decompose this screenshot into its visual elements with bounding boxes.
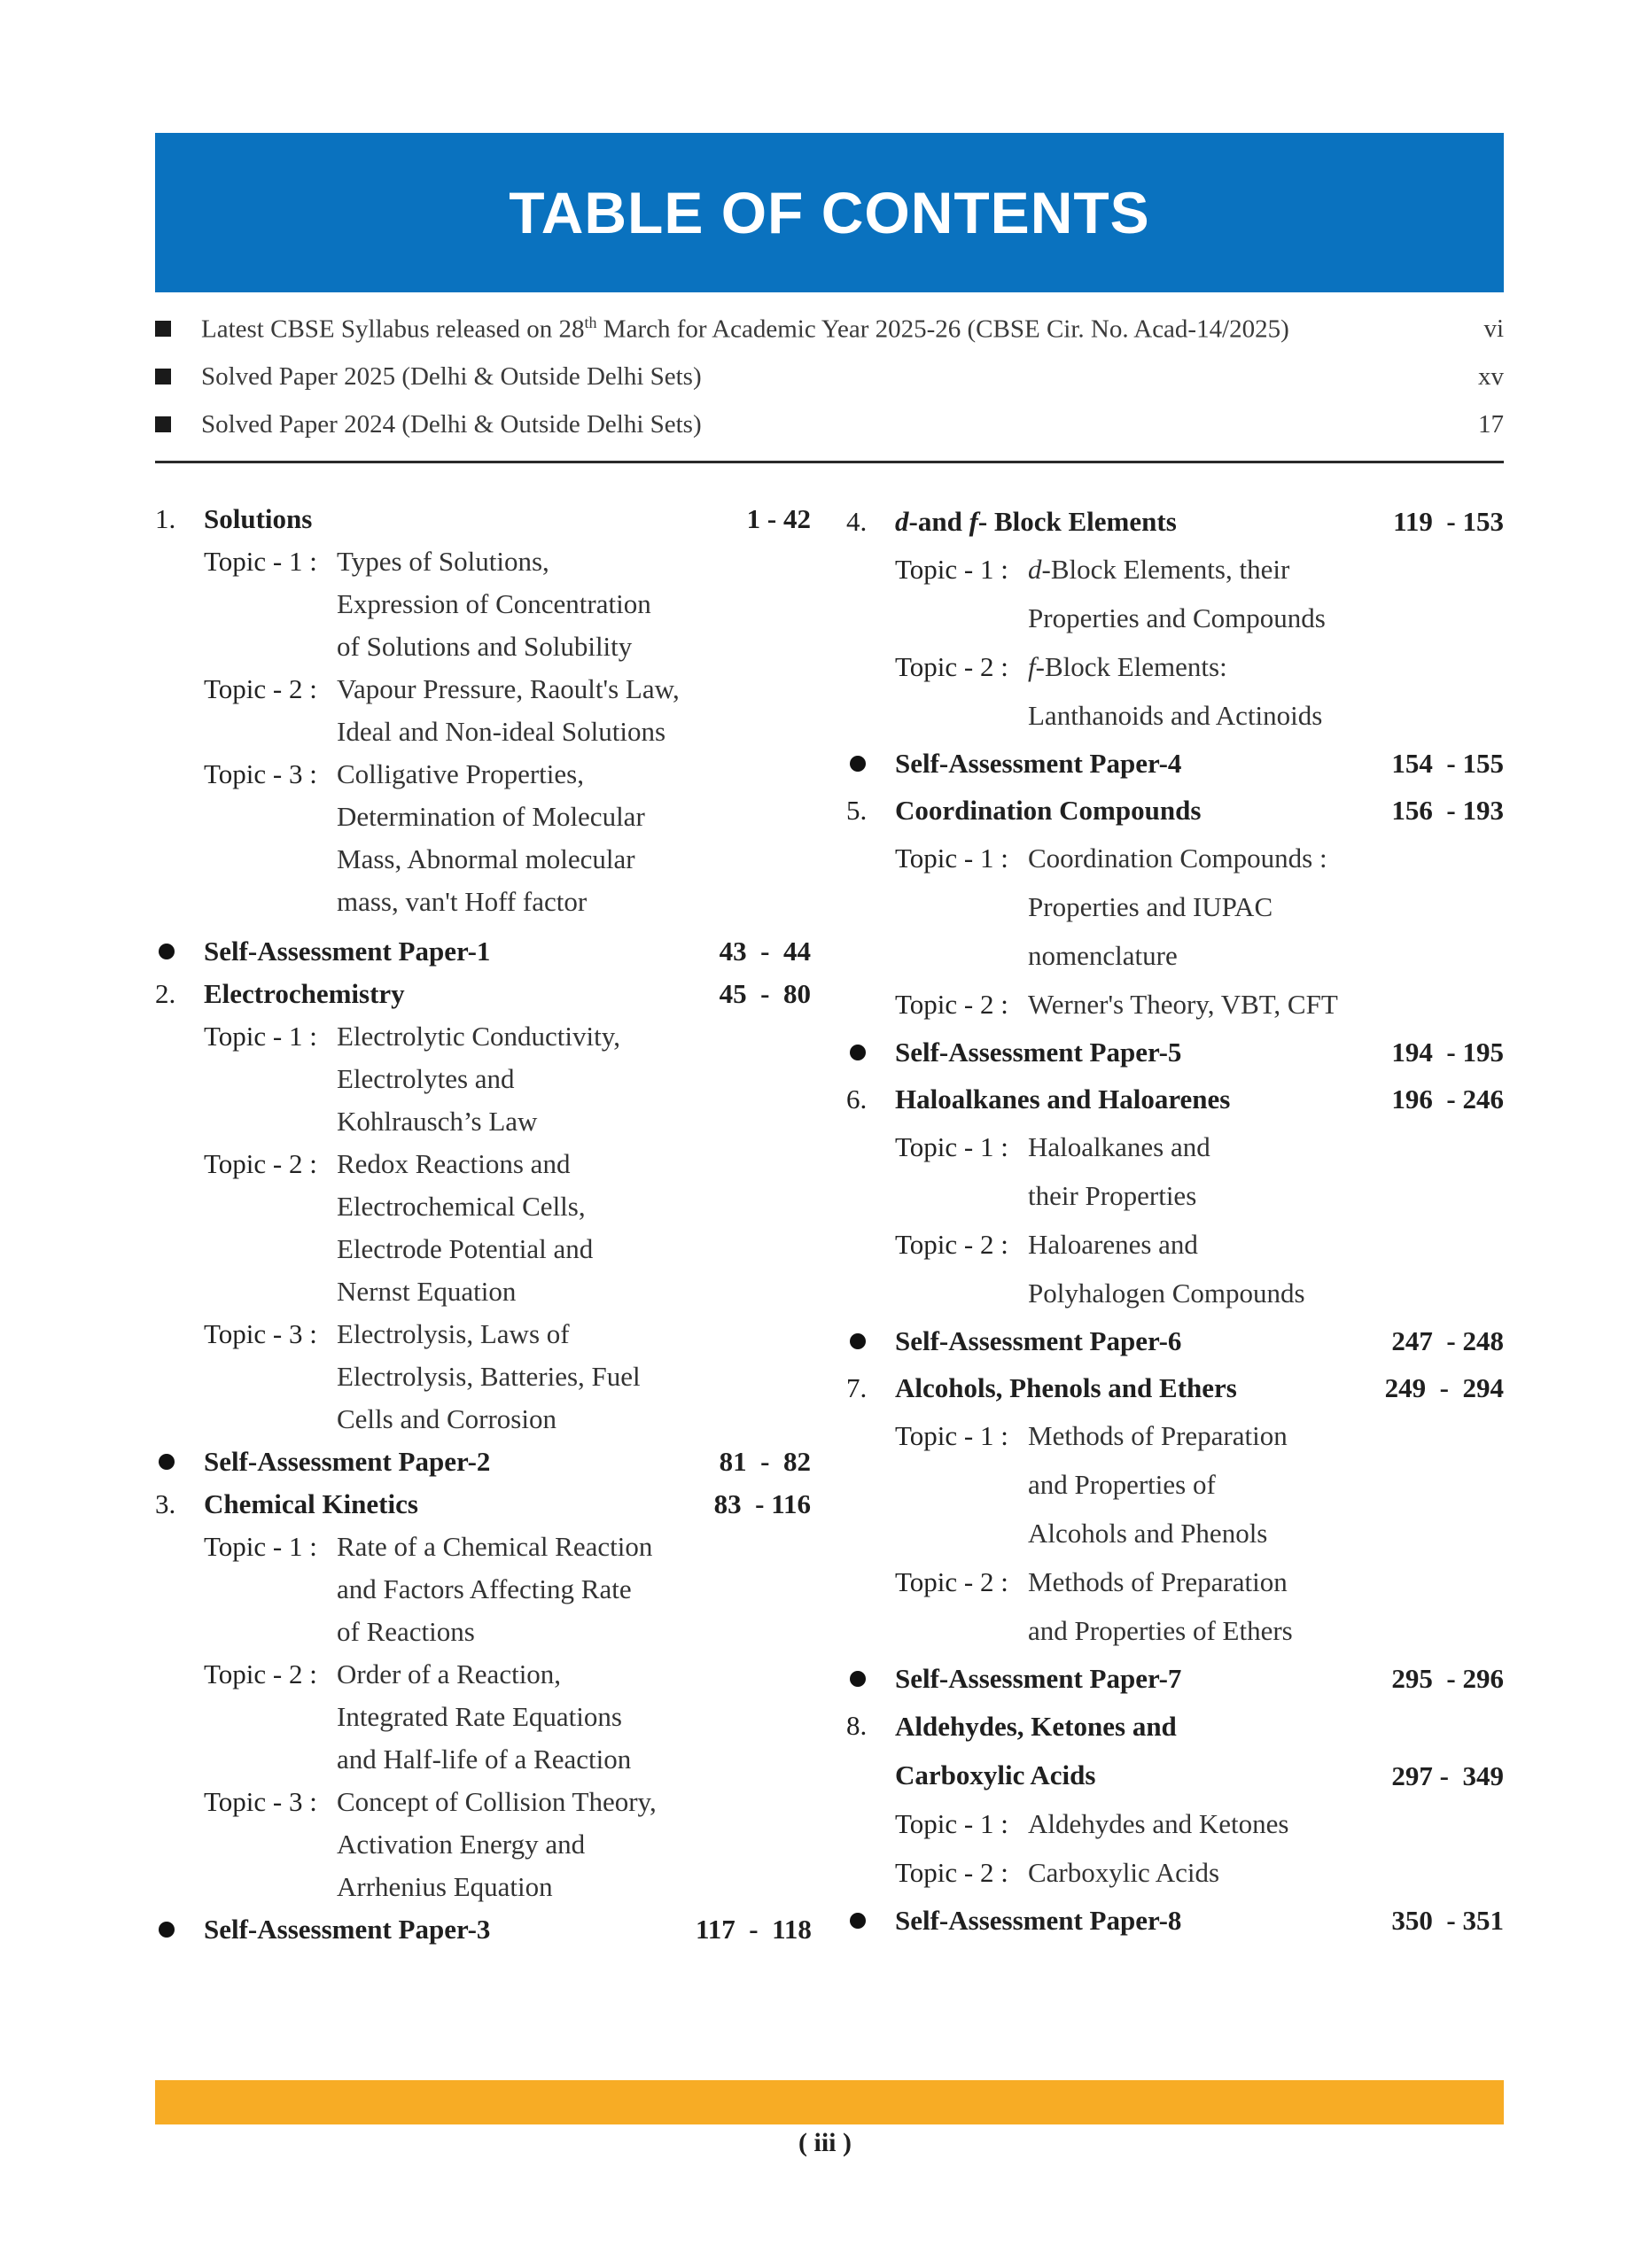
topic-line: Properties and Compounds xyxy=(1028,602,1326,633)
topic-line: Electrochemical Cells, xyxy=(337,1191,586,1222)
page-range: 247 - 248 xyxy=(1391,1325,1504,1356)
topic-line: Integrated Rate Equations xyxy=(337,1701,622,1732)
page-range: 1 - 42 xyxy=(746,503,811,534)
topic-line: Types of Solutions, xyxy=(337,546,549,577)
page-range: 119 - 153 xyxy=(1393,506,1504,537)
self-assessment-entry[interactable] xyxy=(846,1655,1504,1702)
chapter-number: 7. xyxy=(846,1372,868,1403)
page-range: 295 - 296 xyxy=(1391,1663,1504,1694)
square-bullet-icon xyxy=(155,416,171,432)
chapter-entry[interactable] xyxy=(155,973,811,1015)
topic-label: Topic - 1 : xyxy=(204,1021,317,1052)
topic-line: Arrhenius Equation xyxy=(337,1871,553,1902)
chapter-entry[interactable] xyxy=(155,498,811,540)
topic-label: Topic - 1 : xyxy=(895,1131,1008,1162)
topic-line: Vapour Pressure, Raoult's Law, xyxy=(337,673,680,704)
prelim-item[interactable] xyxy=(155,400,1504,448)
page-range: 154 - 155 xyxy=(1391,748,1504,779)
page-range: 45 - 80 xyxy=(719,978,811,1009)
self-assessment-title: Self-Assessment Paper-2 xyxy=(204,1446,491,1477)
chapter-number: 3. xyxy=(155,1488,176,1519)
footer-bar xyxy=(155,2080,1504,2124)
topic-line: mass, van't Hoff factor xyxy=(337,886,588,917)
self-assessment-title: Self-Assessment Paper-3 xyxy=(204,1914,491,1945)
square-bullet-icon xyxy=(155,369,171,384)
self-assessment-entry[interactable] xyxy=(155,1908,811,1951)
chapter-title: d-and f- Block Elements xyxy=(895,506,1177,537)
chapter-title: Aldehydes, Ketones and Carboxylic Acids xyxy=(895,1711,1177,1790)
bullet-icon xyxy=(850,1333,866,1349)
topic-entry[interactable] xyxy=(846,1411,1504,1557)
page-range: 83 - 116 xyxy=(713,1488,811,1519)
topic-line: d-Block Elements, their xyxy=(1028,554,1290,585)
title-banner xyxy=(155,133,1504,292)
chapter-number: 8. xyxy=(846,1710,868,1741)
page-range: 297 - 349 xyxy=(1391,1760,1504,1791)
page-number: ( iii ) xyxy=(798,2128,852,2157)
topic-line: Haloalkanes and xyxy=(1028,1131,1210,1162)
prelim-title: Solved Paper 2025 (Delhi & Outside Delhi Sets) xyxy=(201,361,702,391)
self-assessment-title: Self-Assessment Paper-4 xyxy=(895,748,1182,779)
topic-entry[interactable] xyxy=(846,1799,1504,1848)
chapter-title: Electrochemistry xyxy=(204,978,405,1009)
topic-entry[interactable] xyxy=(846,1848,1504,1897)
topic-line: Methods of Preparation xyxy=(1028,1420,1288,1451)
chapter-title: Solutions xyxy=(204,503,313,534)
chapter-number: 2. xyxy=(155,978,176,1009)
chapter-title: Haloalkanes and Haloarenes xyxy=(895,1084,1231,1115)
topic-label: Topic - 1 : xyxy=(895,1808,1008,1839)
topic-line: nomenclature xyxy=(1028,940,1178,971)
topic-line: Carboxylic Acids xyxy=(1028,1857,1220,1888)
page-title: TABLE OF CONTENTS xyxy=(509,180,1150,245)
topic-line: Redox Reactions and xyxy=(337,1148,571,1179)
topic-line: Werner's Theory, VBT, CFT xyxy=(1028,989,1338,1020)
chapter-entry[interactable] xyxy=(846,1702,1504,1799)
topic-line: Aldehydes and Ketones xyxy=(1028,1808,1289,1839)
topic-line: Concept of Collision Theory, xyxy=(337,1786,657,1817)
topic-label: Topic - 1 : xyxy=(895,1420,1008,1451)
topic-line: their Properties xyxy=(1028,1180,1197,1211)
prelim-title: Latest CBSE Syllabus released on 28th March for Academic Year 2025-26 (CBSE Cir. No. Acad-14/2025) xyxy=(201,313,1289,344)
topic-line: Order of a Reaction, xyxy=(337,1658,562,1689)
self-assessment-entry[interactable] xyxy=(846,1897,1504,1944)
topic-entry[interactable] xyxy=(155,1526,811,1653)
bullet-icon xyxy=(159,944,175,959)
prelim-page: vi xyxy=(1483,314,1504,343)
topic-label: Topic - 2 : xyxy=(895,989,1008,1020)
topic-line: and Properties of xyxy=(1028,1469,1216,1500)
topic-line: Haloarenes and xyxy=(1028,1229,1198,1260)
topic-label: Topic - 2 : xyxy=(895,1857,1008,1888)
topic-line: Coordination Compounds : xyxy=(1028,843,1327,874)
bullet-icon xyxy=(850,756,866,772)
page-range: 196 - 246 xyxy=(1391,1084,1504,1115)
self-assessment-title: Self-Assessment Paper-8 xyxy=(895,1905,1182,1936)
prelim-page: 17 xyxy=(1478,409,1504,439)
chapter-entry[interactable] xyxy=(846,1076,1504,1122)
page-range: 81 - 82 xyxy=(719,1446,811,1477)
bullet-icon xyxy=(850,1671,866,1687)
topic-line: f-Block Elements: xyxy=(1028,651,1227,682)
page-range: 156 - 193 xyxy=(1391,795,1504,826)
self-assessment-entry[interactable] xyxy=(155,1441,811,1483)
prelim-title: Solved Paper 2024 (Delhi & Outside Delhi Sets) xyxy=(201,409,702,439)
topic-line: of Reactions xyxy=(337,1616,475,1647)
topic-line: Determination of Molecular xyxy=(337,801,645,832)
topic-entry[interactable] xyxy=(846,1122,1504,1220)
topic-label: Topic - 2 : xyxy=(895,1566,1008,1597)
chapter-number: 1. xyxy=(155,503,176,534)
topic-label: Topic - 3 : xyxy=(204,758,317,789)
topic-entry[interactable] xyxy=(155,540,811,668)
chapter-title: Chemical Kinetics xyxy=(204,1488,418,1519)
bullet-icon xyxy=(850,1045,866,1060)
topic-label: Topic - 2 : xyxy=(204,673,317,704)
self-assessment-entry[interactable] xyxy=(846,1029,1504,1076)
chapter-number: 4. xyxy=(846,506,868,537)
self-assessment-entry[interactable] xyxy=(155,930,811,973)
topic-line: and Factors Affecting Rate xyxy=(337,1573,632,1604)
chapter-number: 6. xyxy=(846,1084,868,1115)
topic-label: Topic - 2 : xyxy=(204,1658,317,1689)
bullet-icon xyxy=(159,1922,175,1938)
topic-line: Cells and Corrosion xyxy=(337,1403,556,1434)
topic-entry[interactable] xyxy=(846,642,1504,740)
page-range: 249 - 294 xyxy=(1384,1372,1504,1403)
topic-line: Mass, Abnormal molecular xyxy=(337,843,635,874)
page-range: 117 - 118 xyxy=(696,1914,812,1945)
prelim-item[interactable] xyxy=(155,353,1504,400)
topic-label: Topic - 1 : xyxy=(204,1531,317,1562)
bullet-icon xyxy=(850,1913,866,1929)
chapter-entry[interactable] xyxy=(846,787,1504,834)
topic-entry[interactable] xyxy=(846,980,1504,1029)
prelim-page: xv xyxy=(1478,361,1504,391)
square-bullet-icon xyxy=(155,321,171,337)
chapter-title: Alcohols, Phenols and Ethers xyxy=(895,1372,1237,1403)
topic-line: and Properties of Ethers xyxy=(1028,1615,1293,1646)
topic-line: Properties and IUPAC xyxy=(1028,891,1273,922)
topic-line: Electrolytic Conductivity, xyxy=(337,1021,620,1052)
topic-entry[interactable] xyxy=(155,1781,811,1908)
page-range: 194 - 195 xyxy=(1391,1037,1504,1068)
topic-line: Rate of a Chemical Reaction xyxy=(337,1531,653,1562)
topic-label: Topic - 1 : xyxy=(895,554,1008,585)
topic-entry[interactable] xyxy=(155,668,811,753)
self-assessment-title: Self-Assessment Paper-6 xyxy=(895,1325,1182,1356)
topic-line: Activation Energy and xyxy=(337,1829,586,1860)
self-assessment-entry[interactable] xyxy=(846,1317,1504,1364)
topic-entry[interactable] xyxy=(155,753,811,923)
topic-line: Nernst Equation xyxy=(337,1276,517,1307)
bullet-icon xyxy=(159,1454,175,1470)
topic-label: Topic - 3 : xyxy=(204,1318,317,1349)
self-assessment-title: Self-Assessment Paper-5 xyxy=(895,1037,1182,1068)
topic-entry[interactable] xyxy=(155,1653,811,1781)
topic-line: Electrolysis, Batteries, Fuel xyxy=(337,1361,641,1392)
topic-line: Kohlrausch’s Law xyxy=(337,1106,538,1137)
topic-entry[interactable] xyxy=(846,834,1504,980)
self-assessment-title: Self-Assessment Paper-7 xyxy=(895,1663,1182,1694)
topic-line: and Half-life of a Reaction xyxy=(337,1744,632,1775)
topic-line: Electrolysis, Laws of xyxy=(337,1318,570,1349)
topic-entry[interactable] xyxy=(846,1557,1504,1655)
topic-label: Topic - 1 : xyxy=(895,843,1008,874)
chapter-title: Coordination Compounds xyxy=(895,795,1202,826)
topic-line: Alcohols and Phenols xyxy=(1028,1518,1268,1549)
topic-line: Electrolytes and xyxy=(337,1063,515,1094)
chapter-entry[interactable] xyxy=(846,1364,1504,1411)
topic-line: Colligative Properties, xyxy=(337,758,584,789)
topic-line: Polyhalogen Compounds xyxy=(1028,1278,1305,1309)
topic-entry[interactable] xyxy=(155,1313,811,1441)
prelims-list xyxy=(155,305,1504,448)
chapter-entry[interactable] xyxy=(846,498,1504,545)
chapter-number: 5. xyxy=(846,795,868,826)
topic-entry[interactable] xyxy=(846,545,1504,642)
topic-line: Lanthanoids and Actinoids xyxy=(1028,700,1323,731)
divider xyxy=(155,461,1504,463)
topic-line: Electrode Potential and xyxy=(337,1233,594,1264)
topic-line: of Solutions and Solubility xyxy=(337,631,633,662)
prelim-item[interactable] xyxy=(155,305,1504,353)
topic-entry[interactable] xyxy=(155,1015,811,1143)
topic-label: Topic - 1 : xyxy=(204,546,317,577)
self-assessment-entry[interactable] xyxy=(846,740,1504,787)
chapter-entry[interactable] xyxy=(155,1483,811,1526)
topic-entry[interactable] xyxy=(846,1220,1504,1317)
self-assessment-title: Self-Assessment Paper-1 xyxy=(204,936,491,967)
topic-entry[interactable] xyxy=(155,1143,811,1313)
topic-line: Expression of Concentration xyxy=(337,588,651,619)
toc-left-column xyxy=(155,498,811,1951)
page-range: 350 - 351 xyxy=(1391,1905,1504,1936)
topic-label: Topic - 2 : xyxy=(895,651,1008,682)
topic-label: Topic - 2 : xyxy=(895,1229,1008,1260)
topic-line: Ideal and Non-ideal Solutions xyxy=(337,716,666,747)
toc-right-column xyxy=(846,498,1504,1944)
topic-label: Topic - 2 : xyxy=(204,1148,317,1179)
page-range: 43 - 44 xyxy=(719,936,811,967)
topic-line: Methods of Preparation xyxy=(1028,1566,1288,1597)
topic-label: Topic - 3 : xyxy=(204,1786,317,1817)
